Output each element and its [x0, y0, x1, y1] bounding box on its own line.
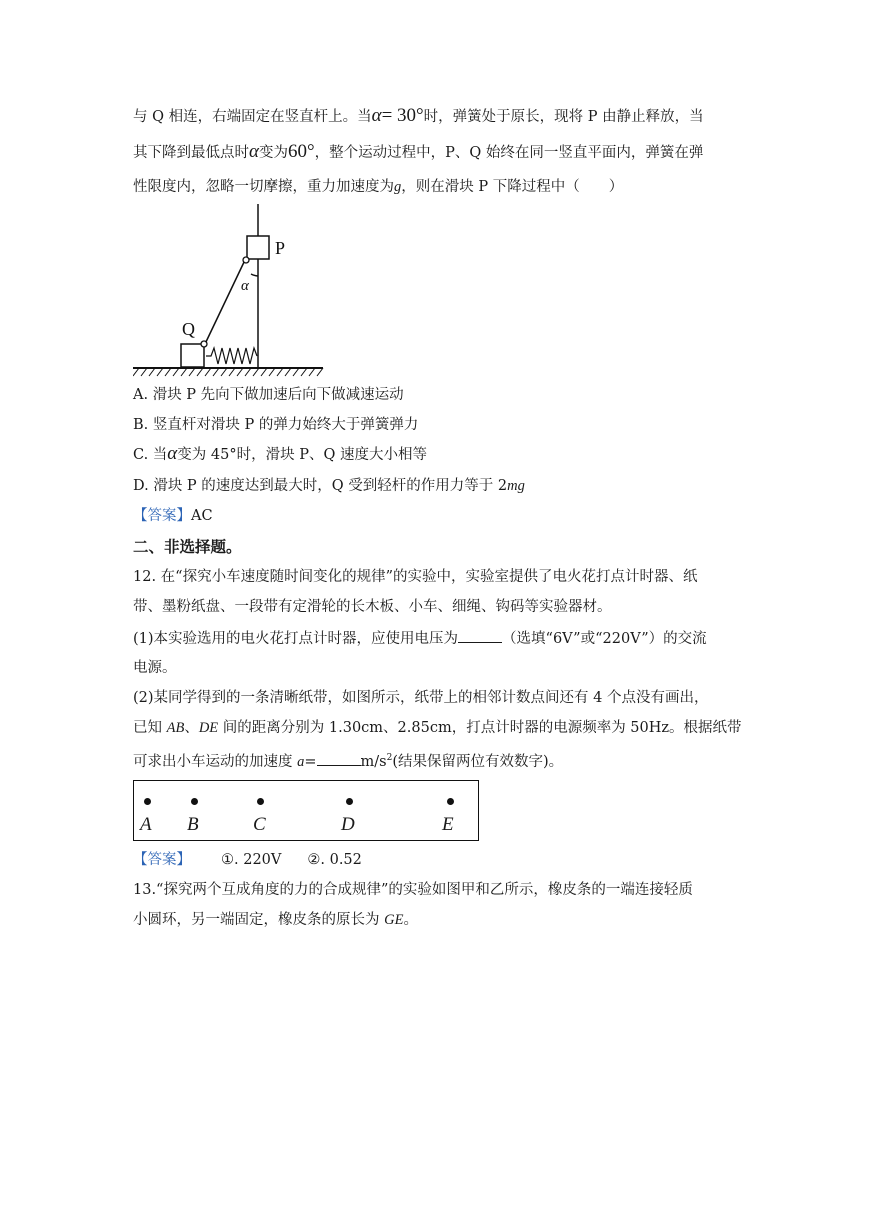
- q12-part1: [133, 628, 707, 649]
- block-p: [247, 236, 269, 259]
- q12-text: 、: [184, 720, 199, 736]
- q13-line-2: [133, 910, 418, 930]
- answer-value: AC: [191, 508, 213, 524]
- section-heading: 二、非选择题。: [133, 537, 242, 556]
- q12-text: 间的距离分别为 1.30cm、2.85cm，打点计时器的电源频率为 50Hz。根据纸带: [218, 720, 742, 736]
- q11-text: 其下降到最低点时: [133, 145, 249, 161]
- q12-text: 已知: [133, 720, 167, 736]
- unit-exponent: 2: [386, 753, 393, 763]
- option-d: [133, 476, 525, 496]
- q12-text: 可求出小车运动的加速度: [133, 753, 298, 770]
- ge-symbol: GE: [384, 912, 404, 928]
- option-a: A. 滑块 P 先向下做加速后向下做减速运动: [133, 387, 404, 403]
- q11-text: 时，弹簧处于原长，现将 P 由静止释放，当: [423, 109, 704, 125]
- angle-60: 60°: [287, 141, 315, 162]
- tape-dot-e: [447, 798, 454, 805]
- q13-line-1: 13.“探究两个互成角度的力的合成规律”的实验如图甲和乙所示，橡皮条的一端连接轻质: [133, 882, 693, 898]
- angle-30: = 30°: [381, 105, 424, 126]
- hinge-p: [243, 257, 249, 263]
- hinge-q: [201, 341, 207, 347]
- label-p: P: [275, 238, 286, 258]
- q12-line-1: 12. 在“探究小车速度随时间变化的规律”的实验中，实验室提供了电火花打点计时器、纸: [133, 569, 698, 585]
- alpha-symbol: α: [371, 105, 382, 126]
- paper-tape-figure: [133, 780, 479, 841]
- q12-part2-line-3: [133, 748, 563, 772]
- tape-dot-d: [346, 798, 353, 805]
- option-c-text: C. 当: [133, 447, 168, 463]
- spring: [206, 348, 257, 364]
- q12-answer: [133, 850, 362, 870]
- q12-part1-end: 电源。: [133, 660, 177, 676]
- q11-text: 与 Q 相连，右端固定在竖直杆上。当: [133, 109, 372, 125]
- answer-blank: [458, 628, 502, 643]
- tape-dot-b: [191, 798, 198, 805]
- option-c: [133, 444, 427, 465]
- q12-part2-line-2: [133, 718, 742, 738]
- q12-line-2: 带、墨粉纸盘、一段带有定滑轮的长木板、小车、细绳、钩码等实验器材。: [133, 599, 612, 615]
- q12-text: (结果保留两位有效数字)。: [392, 753, 564, 770]
- alpha-symbol: α: [249, 141, 259, 162]
- label-alpha: α: [241, 278, 249, 294]
- alpha-symbol: α: [167, 443, 178, 464]
- tape-label-b: B: [187, 814, 199, 835]
- tape-dot-c: [257, 798, 264, 805]
- mechanism-figure: [133, 202, 325, 380]
- answer-2: ②. 0.52: [307, 852, 362, 868]
- option-c-text: 变为 45°时，滑块 P、Q 速度大小相等: [177, 447, 427, 463]
- answer-1: ①. 220V: [221, 852, 282, 868]
- q12-part2-line-1: (2)某同学得到的一条清晰纸带，如图所示，纸带上的相邻计数点间还有 4 个点没有画出，: [133, 690, 709, 706]
- mg-symbol: mg: [507, 478, 525, 494]
- ground-hatching: [133, 368, 323, 376]
- de-symbol: DE: [198, 720, 219, 736]
- q11-text: 性限度内，忽略一切摩擦，重力加速度为: [133, 179, 394, 195]
- option-d-text: D. 滑块 P 的速度达到最大时，Q 受到轻杆的作用力等于 2: [133, 478, 508, 494]
- tape-label-c: C: [253, 814, 266, 835]
- tape-label-e: E: [442, 814, 454, 835]
- q11-stem-line-3: [133, 177, 623, 197]
- q11-text: 变为: [258, 145, 288, 161]
- angle-arc: [251, 274, 258, 276]
- label-q: Q: [182, 319, 195, 339]
- q11-answer: [133, 506, 213, 526]
- q13-text: 小圆环，另一端固定，橡皮条的原长为: [133, 912, 385, 928]
- g-symbol: g: [394, 179, 402, 195]
- q12-text: =: [304, 753, 317, 770]
- unit: m/s: [360, 753, 387, 770]
- answer-label: 【答案】: [133, 508, 191, 524]
- light-rod: [205, 260, 245, 344]
- q11-stem-line-1: [133, 106, 704, 127]
- tape-label-a: A: [140, 814, 152, 835]
- block-q: [181, 344, 204, 367]
- answer-label: 【答案】: [133, 852, 191, 868]
- tape-dot-a: [144, 798, 151, 805]
- q11-text: ，则在滑块 P 下降过程中（ ）: [401, 179, 624, 195]
- q12-part1-text: (1)本实验选用的电火花打点计时器，应使用电压为: [133, 631, 459, 647]
- q11-text: ，整个运动过程中，P、Q 始终在同一竖直平面内，弹簧在弹: [314, 145, 704, 161]
- q11-stem-line-2: [133, 142, 703, 163]
- ab-symbol: AB: [166, 720, 185, 736]
- q12-part1-text: （选填“6V”或“220V”）的交流: [502, 631, 707, 647]
- answer-blank: [317, 751, 361, 766]
- tape-label-d: D: [341, 814, 355, 835]
- a-symbol: a: [297, 753, 305, 770]
- q13-text: 。: [403, 912, 418, 928]
- option-b: B. 竖直杆对滑块 P 的弹力始终大于弹簧弹力: [133, 417, 419, 433]
